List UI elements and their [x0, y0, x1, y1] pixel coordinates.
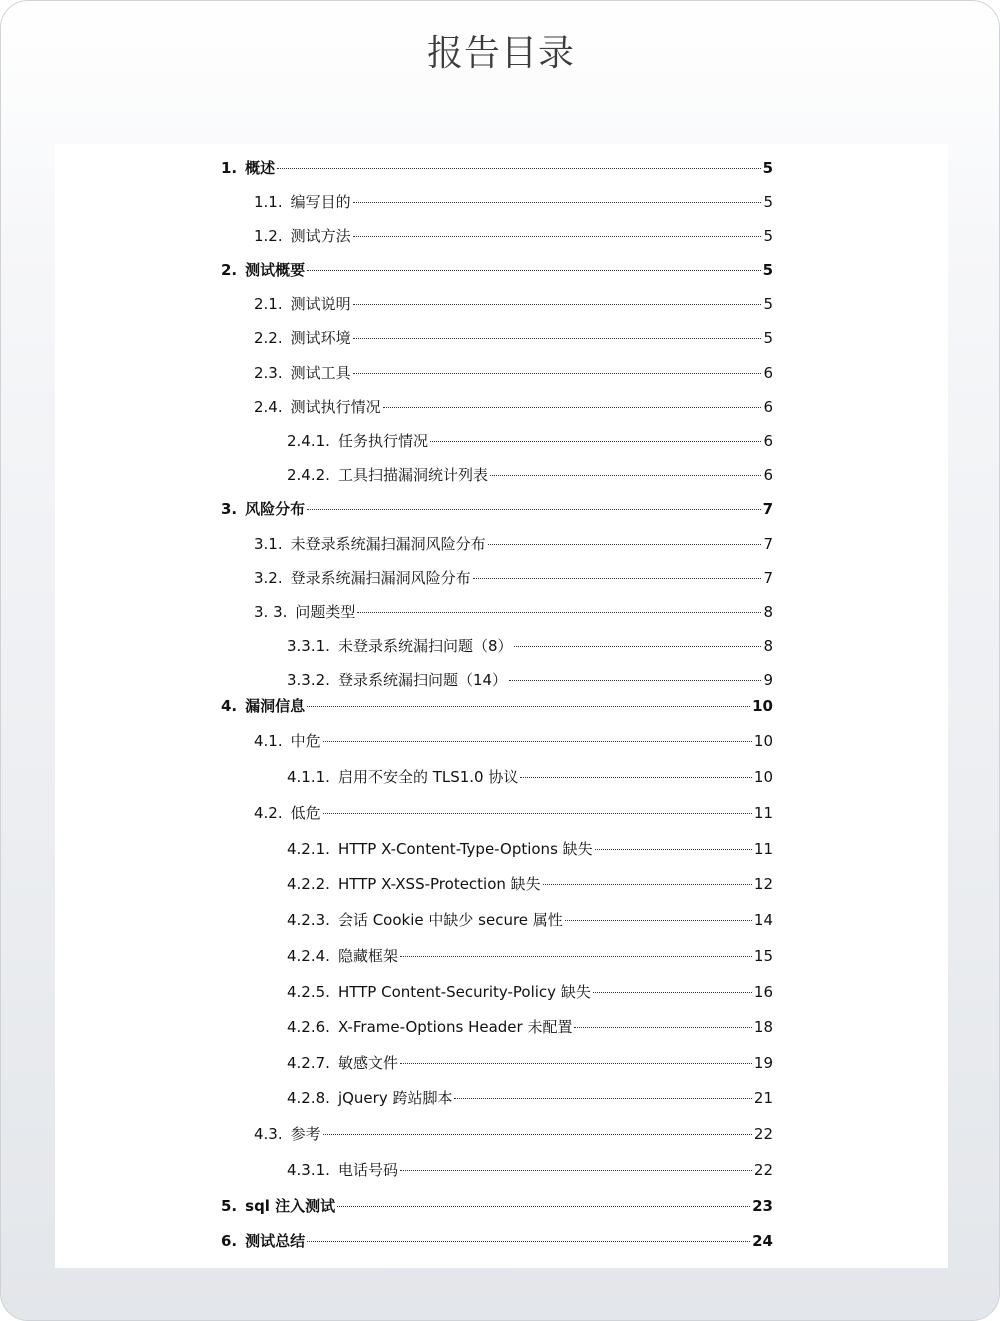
toc-entry[interactable] — [287, 1087, 773, 1109]
toc-entry-page: 15 — [753, 947, 773, 965]
toc-entry-number: 1. — [221, 159, 238, 177]
toc-dot-leader — [514, 646, 761, 647]
toc-dot-leader — [353, 202, 762, 203]
toc-dot-leader — [323, 1134, 752, 1135]
toc-entry-title: 登录系统漏扫漏洞风险分布 — [290, 569, 471, 587]
toc-entry-page: 5 — [762, 159, 773, 177]
toc-entry-number: 4.2.8. — [287, 1089, 330, 1107]
toc-entry-number: 3.1. — [254, 535, 283, 553]
toc-entry-page: 18 — [753, 1018, 773, 1036]
toc-entry-page: 8 — [763, 603, 773, 621]
toc-dot-leader — [307, 706, 750, 707]
toc-entry-title: sql 注入测试 — [245, 1197, 336, 1215]
toc-entry-page: 24 — [752, 1232, 773, 1250]
toc-dot-leader — [353, 304, 762, 305]
toc-entry-page: 7 — [763, 569, 773, 587]
toc-entry[interactable] — [287, 838, 773, 860]
toc-entry-page: 6 — [763, 466, 773, 484]
toc-dot-leader — [277, 168, 760, 169]
toc-entry-title: 漏洞信息 — [245, 697, 306, 715]
toc-dot-leader — [574, 1027, 751, 1028]
toc-entry-number: 2. — [221, 261, 238, 279]
toc-entry-number: 4.2.1. — [287, 840, 330, 858]
toc-entry[interactable] — [254, 802, 773, 824]
toc-entry-number: 2.1. — [254, 295, 283, 313]
toc-entry-title: 概述 — [245, 159, 276, 177]
toc-entry-page: 5 — [763, 227, 773, 245]
toc-entry-title: 测试总结 — [245, 1232, 306, 1250]
toc-entry-title: 隐藏框架 — [337, 947, 398, 965]
toc-entry[interactable] — [287, 635, 773, 657]
toc-dot-leader — [593, 992, 752, 993]
document-sheet — [55, 144, 948, 1268]
toc-entry-number: 3.3.1. — [287, 637, 330, 655]
toc-entry-number: 4.2. — [254, 804, 283, 822]
toc-entry-title: 低危 — [290, 804, 321, 822]
toc-entry-page: 10 — [752, 697, 773, 715]
toc-entry-number: 4.3.1. — [287, 1161, 330, 1179]
toc-dot-leader — [454, 1098, 751, 1099]
toc-entry-number: 2.2. — [254, 329, 283, 347]
toc-dot-leader — [595, 849, 752, 850]
toc-entry-number: 3. 3. — [254, 603, 288, 621]
toc-entry-title: 未登录系统漏扫问题（8） — [337, 637, 513, 655]
toc-dot-leader — [488, 544, 762, 545]
toc-entry-page: 5 — [763, 295, 773, 313]
toc-entry-title: HTTP Content-Security-Policy 缺失 — [337, 983, 591, 1001]
toc-entry-title: 会话 Cookie 中缺少 secure 属性 — [337, 911, 563, 929]
toc-entry[interactable] — [287, 1159, 773, 1181]
toc-dot-leader — [400, 1170, 752, 1171]
toc-entry-number: 4.1. — [254, 732, 283, 750]
toc-entry-page: 6 — [763, 364, 773, 382]
toc-entry-title: 测试工具 — [290, 364, 351, 382]
toc-entry[interactable] — [254, 191, 773, 213]
toc-entry-page: 5 — [763, 193, 773, 211]
toc-entry-page: 14 — [753, 911, 773, 929]
toc-entry-title: 参考 — [290, 1125, 321, 1143]
toc-entry-page: 10 — [753, 732, 773, 750]
toc-entry[interactable] — [254, 293, 773, 315]
toc-entry[interactable] — [221, 1230, 773, 1252]
toc-entry-page: 22 — [753, 1125, 773, 1143]
toc-entry-page: 16 — [753, 983, 773, 1001]
toc-entry-title: 风险分布 — [245, 500, 306, 518]
toc-entry-title: HTTP X-XSS-Protection 缺失 — [337, 875, 541, 893]
toc-entry-title: 未登录系统漏扫漏洞风险分布 — [290, 535, 486, 553]
toc-entry-number: 4.2.4. — [287, 947, 330, 965]
toc-entry-page: 11 — [753, 804, 773, 822]
toc-entry-title: 问题类型 — [295, 603, 356, 621]
toc-dot-leader — [490, 475, 762, 476]
toc-entry-title: X-Frame-Options Header 未配置 — [337, 1018, 573, 1036]
toc-entry-title: 测试执行情况 — [290, 398, 381, 416]
toc-entry-page: 6 — [763, 432, 773, 450]
toc-dot-leader — [357, 612, 761, 613]
toc-entry-title: 测试方法 — [290, 227, 351, 245]
toc-entry-page: 12 — [753, 875, 773, 893]
toc-entry[interactable] — [287, 766, 773, 788]
toc-entry[interactable] — [287, 1052, 773, 1074]
toc-entry-title: HTTP X-Content-Type-Options 缺失 — [337, 840, 593, 858]
toc-entry-page: 22 — [753, 1161, 773, 1179]
table-of-contents — [55, 144, 948, 1268]
toc-entry-title: 测试概要 — [245, 261, 306, 279]
toc-entry[interactable] — [254, 533, 773, 555]
toc-entry[interactable] — [287, 430, 773, 452]
toc-entry-number: 4.2.3. — [287, 911, 330, 929]
toc-entry-number: 6. — [221, 1232, 238, 1250]
toc-entry-page: 7 — [763, 535, 773, 553]
toc-dot-leader — [520, 777, 752, 778]
toc-dot-leader — [323, 813, 752, 814]
toc-dot-leader — [323, 741, 752, 742]
toc-dot-leader — [307, 270, 760, 271]
toc-entry-title: 电话号码 — [337, 1161, 398, 1179]
toc-dot-leader — [509, 680, 761, 681]
toc-dot-leader — [383, 407, 762, 408]
toc-entry-number: 5. — [221, 1197, 238, 1215]
toc-entry-number: 2.4.1. — [287, 432, 330, 450]
toc-entry[interactable] — [287, 1016, 773, 1038]
toc-entry-page: 5 — [762, 261, 773, 279]
toc-dot-leader — [473, 578, 762, 579]
toc-dot-leader — [307, 1241, 750, 1242]
toc-entry-page: 11 — [753, 840, 773, 858]
toc-entry[interactable] — [254, 362, 773, 384]
toc-entry[interactable] — [287, 669, 773, 691]
toc-dot-leader — [307, 509, 760, 510]
toc-entry-title: jQuery 跨站脚本 — [337, 1089, 453, 1107]
toc-entry-page: 19 — [753, 1054, 773, 1072]
toc-entry-title: 测试环境 — [290, 329, 351, 347]
toc-entry-page: 10 — [753, 768, 773, 786]
toc-entry-number: 4. — [221, 697, 238, 715]
toc-dot-leader — [353, 373, 762, 374]
toc-entry-title: 中危 — [290, 732, 321, 750]
toc-entry-number: 4.2.7. — [287, 1054, 330, 1072]
toc-entry[interactable] — [254, 327, 773, 349]
toc-entry-title: 登录系统漏扫问题（14） — [337, 671, 508, 689]
toc-entry-number: 4.3. — [254, 1125, 283, 1143]
toc-entry-page: 21 — [753, 1089, 773, 1107]
toc-entry-number: 2.4.2. — [287, 466, 330, 484]
toc-entry[interactable] — [254, 567, 773, 589]
toc-entry-title: 工具扫描漏洞统计列表 — [337, 466, 488, 484]
toc-dot-leader — [353, 236, 762, 237]
toc-entry[interactable] — [287, 909, 773, 931]
toc-entry[interactable] — [287, 981, 773, 1003]
toc-entry-page: 9 — [763, 671, 773, 689]
toc-entry-number: 3.2. — [254, 569, 283, 587]
toc-dot-leader — [430, 441, 762, 442]
toc-entry-page: 8 — [763, 637, 773, 655]
toc-entry[interactable] — [221, 1195, 773, 1217]
toc-entry-page: 23 — [752, 1197, 773, 1215]
toc-entry-page: 6 — [763, 398, 773, 416]
toc-entry-title: 编写目的 — [290, 193, 351, 211]
toc-dot-leader — [400, 956, 752, 957]
toc-entry-number: 4.1.1. — [287, 768, 330, 786]
toc-entry[interactable] — [254, 225, 773, 247]
toc-entry[interactable] — [221, 498, 773, 520]
toc-entry-title: 启用不安全的 TLS1.0 协议 — [337, 768, 519, 786]
toc-entry-number: 1.2. — [254, 227, 283, 245]
toc-entry-title: 敏感文件 — [337, 1054, 398, 1072]
page-title: 报告目录 — [426, 33, 575, 74]
toc-entry-title: 任务执行情况 — [337, 432, 428, 450]
toc-entry[interactable] — [221, 695, 773, 717]
toc-entry-number: 4.2.5. — [287, 983, 330, 1001]
toc-entry-number: 4.2.2. — [287, 875, 330, 893]
toc-entry-number: 2.3. — [254, 364, 283, 382]
toc-entry-number: 3. — [221, 500, 238, 518]
toc-dot-leader — [565, 920, 752, 921]
toc-entry-page: 5 — [763, 329, 773, 347]
toc-entry-page: 7 — [762, 500, 773, 518]
toc-entry[interactable] — [287, 945, 773, 967]
toc-entry[interactable] — [254, 1123, 773, 1145]
toc-entry[interactable] — [254, 601, 773, 623]
toc-entry[interactable] — [254, 396, 773, 418]
toc-dot-leader — [543, 884, 752, 885]
toc-entry-title: 测试说明 — [290, 295, 351, 313]
toc-entry[interactable] — [287, 464, 773, 486]
toc-dot-leader — [400, 1063, 752, 1064]
toc-entry[interactable] — [221, 157, 773, 179]
toc-entry-number: 2.4. — [254, 398, 283, 416]
toc-entry-number: 4.2.6. — [287, 1018, 330, 1036]
toc-dot-leader — [353, 338, 762, 339]
toc-entry[interactable] — [287, 873, 773, 895]
toc-entry[interactable] — [221, 259, 773, 281]
toc-dot-leader — [337, 1206, 750, 1207]
toc-entry-number: 1.1. — [254, 193, 283, 211]
toc-entry-number: 3.3.2. — [287, 671, 330, 689]
toc-entry[interactable] — [254, 730, 773, 752]
